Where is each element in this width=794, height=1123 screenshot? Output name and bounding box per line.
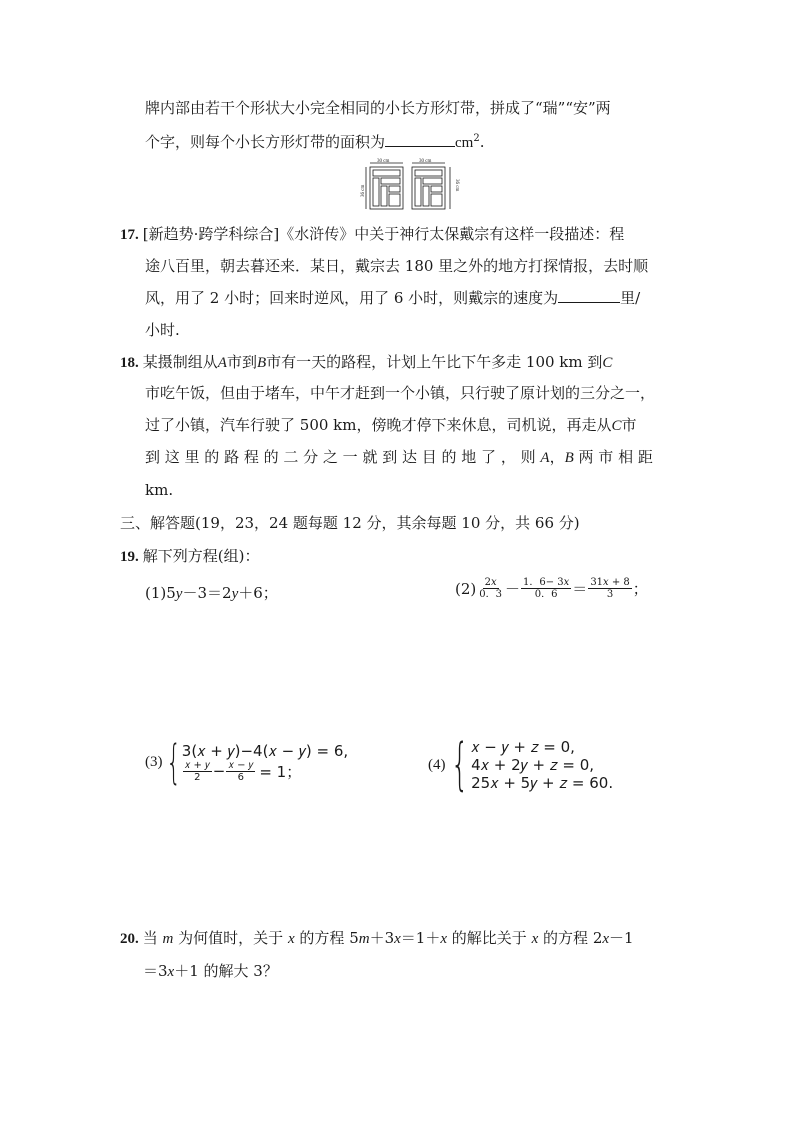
answer-blank[interactable]	[385, 131, 455, 147]
q18-line-4	[145, 446, 653, 469]
q18-text-3a: 过了小镇，汽车行驶了 500 km，傍晚才停下来休息，司机说，再走从	[145, 416, 612, 434]
q18-text-4b: ，	[549, 448, 565, 466]
q19-title: 解下列方程(组)：	[142, 547, 260, 565]
var-x: x	[287, 931, 295, 947]
left-brace: {	[450, 732, 469, 797]
q20-text: 的方程 2	[543, 929, 603, 947]
q18-text-1b: 市到	[226, 353, 257, 371]
q17-text-2: 途八百里，朝去暮还来．某日，戴宗去 180 里之外的地方打探情报，去时顺	[145, 257, 649, 275]
fraction	[183, 760, 212, 783]
q18-text-4c: 两 市 相 距	[578, 448, 653, 466]
lantern-figure	[360, 157, 460, 215]
fraction	[588, 577, 631, 600]
var-x: x	[167, 964, 175, 980]
q18-line-2	[145, 382, 655, 404]
fraction-numerator: 𝑥 − 𝑦	[228, 759, 254, 771]
fraction	[521, 577, 571, 600]
q17-text-1: [新趋势·跨学科综合]《水浒传》中关于神行太保戴宗有这样一段描述：程	[142, 225, 625, 243]
section-3-title	[120, 512, 580, 534]
q20-text: ＋1 的解大 3？	[174, 962, 278, 980]
answer-blank[interactable]	[558, 287, 620, 303]
figure-width-label-2: 30 cm	[419, 159, 432, 164]
var-x: x	[440, 931, 448, 947]
q19-p2-label: (2)	[455, 579, 477, 598]
system-row-1: 𝑥 − 𝑦 + 𝑧 = 0,	[471, 738, 575, 756]
system-row-2-end: = 1；	[259, 762, 302, 781]
fraction	[226, 760, 255, 783]
system-row-2	[182, 760, 348, 783]
figure-height-label-2: 36 cm	[454, 179, 459, 192]
q19-p4-label: (4)	[428, 756, 446, 773]
var-y: y	[175, 586, 183, 602]
q20-text: 的解比关于	[451, 929, 527, 947]
var-x: x	[531, 931, 539, 947]
fraction-denominator: 2	[194, 771, 201, 783]
q16-unit: cm	[455, 135, 474, 151]
minus-sign: －	[504, 580, 520, 598]
q18-text-1a: 某摄制组从	[142, 353, 218, 371]
left-brace: {	[165, 735, 181, 789]
q19-part-4	[428, 732, 614, 797]
q16-line-2	[145, 128, 485, 154]
fraction-numerator: 2𝑥	[484, 577, 497, 588]
q16-period: .	[479, 133, 485, 151]
q18-line-3	[145, 414, 637, 437]
q17-text-3b: 里/	[620, 289, 641, 307]
var-y: y	[231, 586, 239, 602]
q20-text: ＝1＋	[400, 929, 441, 947]
q19-p1-mid: －3＝2	[182, 584, 232, 602]
fraction-numerator: 31𝑥 + 8	[590, 577, 630, 588]
system-row-1: 3(𝑥 + 𝑦)−4(𝑥 − 𝑦) = 6,	[181, 741, 349, 760]
q19-part-3	[145, 735, 349, 789]
var-B: B	[564, 450, 574, 466]
q16-line-1	[145, 97, 611, 119]
equation-system	[182, 742, 348, 783]
equation-system	[471, 738, 613, 792]
q17-line-3	[145, 287, 640, 309]
q16-text-1: 牌内部由若干个形状大小完全相同的小长方形灯带，拼成了“瑞”“安”两	[145, 99, 611, 117]
system-row-2: 4𝑥 + 2𝑦 + 𝑧 = 0,	[471, 756, 595, 774]
q18-text-2: 市吃午饭，但由于堵车，中午才赶到一个小镇，只行驶了原计划的三分之一，	[145, 384, 656, 402]
var-C: C	[602, 355, 613, 371]
var-x: x	[394, 931, 401, 947]
q17-line-4	[145, 319, 180, 341]
fraction-numerator: 1．6− 3𝑥	[523, 577, 570, 588]
var-C: C	[611, 418, 622, 434]
q17-text-3a: 风，用了 2 小时；回来时逆风，用了 6 小时，则戴宗的速度为	[145, 289, 559, 307]
q19-number: 19.	[120, 549, 139, 565]
q20-line-1	[120, 927, 634, 950]
q20-line-2	[143, 960, 278, 983]
fraction-denominator: 3	[606, 589, 614, 600]
q19-p3-label: (3)	[145, 753, 163, 770]
q17-line-2	[145, 255, 648, 277]
figure-height-label-1: 36 cm	[361, 184, 366, 197]
var-x: x	[602, 931, 610, 947]
q18-line-1	[120, 351, 612, 374]
q18-text-3b: 市	[621, 416, 637, 434]
var-m: m	[358, 931, 370, 947]
var-A: A	[217, 355, 227, 371]
system-row-3: 25𝑥 + 5𝑦 + 𝑧 = 60.	[471, 774, 614, 792]
var-A: A	[540, 450, 550, 466]
figure-right-frame	[412, 167, 445, 209]
q20-text: ＋3	[369, 929, 395, 947]
var-B: B	[256, 355, 267, 371]
q19-line-1	[120, 545, 259, 568]
q18-text-4a: 到 这 里 的 路 程 的 二 分 之 一 就 到 达 目 的 地 了 ， 则	[145, 448, 536, 466]
fraction-denominator: 6	[237, 771, 245, 783]
q20-text: 当	[142, 929, 158, 947]
q19-p1-end: ＋6；	[238, 584, 278, 602]
q18-line-5	[145, 479, 173, 501]
q20-text: －1	[609, 929, 634, 947]
minus-sign: −	[212, 762, 226, 780]
q16-text-2a: 个字，则每个小长方形灯带的面积为	[145, 133, 386, 151]
fraction	[477, 577, 504, 600]
q19-p2-end: ；	[632, 580, 648, 598]
q18-text-5: km.	[145, 481, 174, 499]
q16-unit-sup: 2	[473, 133, 480, 144]
q19-p1-label: (1)5	[145, 584, 176, 602]
q20-text: 的方程 5	[299, 929, 359, 947]
q18-text-1c: 市有一天的路程，计划上午比下午多走 100 km 到	[266, 353, 603, 371]
fraction-denominator: 0．6	[534, 589, 558, 600]
q17-line-1	[120, 223, 624, 246]
fraction-numerator: 𝑥 + 𝑦	[184, 759, 210, 771]
figure-width-label-1: 30 cm	[377, 159, 390, 164]
q18-number: 18.	[120, 355, 139, 371]
figure-left-frame	[370, 167, 403, 209]
var-m: m	[162, 931, 174, 947]
fraction-denominator: 0．3	[479, 589, 502, 600]
q19-part-1	[145, 582, 278, 605]
section-3-title-text: 三、解答题(19，23，24 题每题 12 分，其余每题 10 分，共 66 分)	[120, 514, 580, 532]
equals-sign: ＝	[572, 580, 588, 598]
q20-text: 为何值时，关于	[178, 929, 284, 947]
q17-number: 17.	[120, 227, 139, 243]
q19-part-2	[455, 577, 648, 600]
q20-text: ＝3	[143, 962, 168, 980]
q17-text-4: 小时.	[145, 321, 180, 339]
q20-number: 20.	[120, 931, 139, 947]
